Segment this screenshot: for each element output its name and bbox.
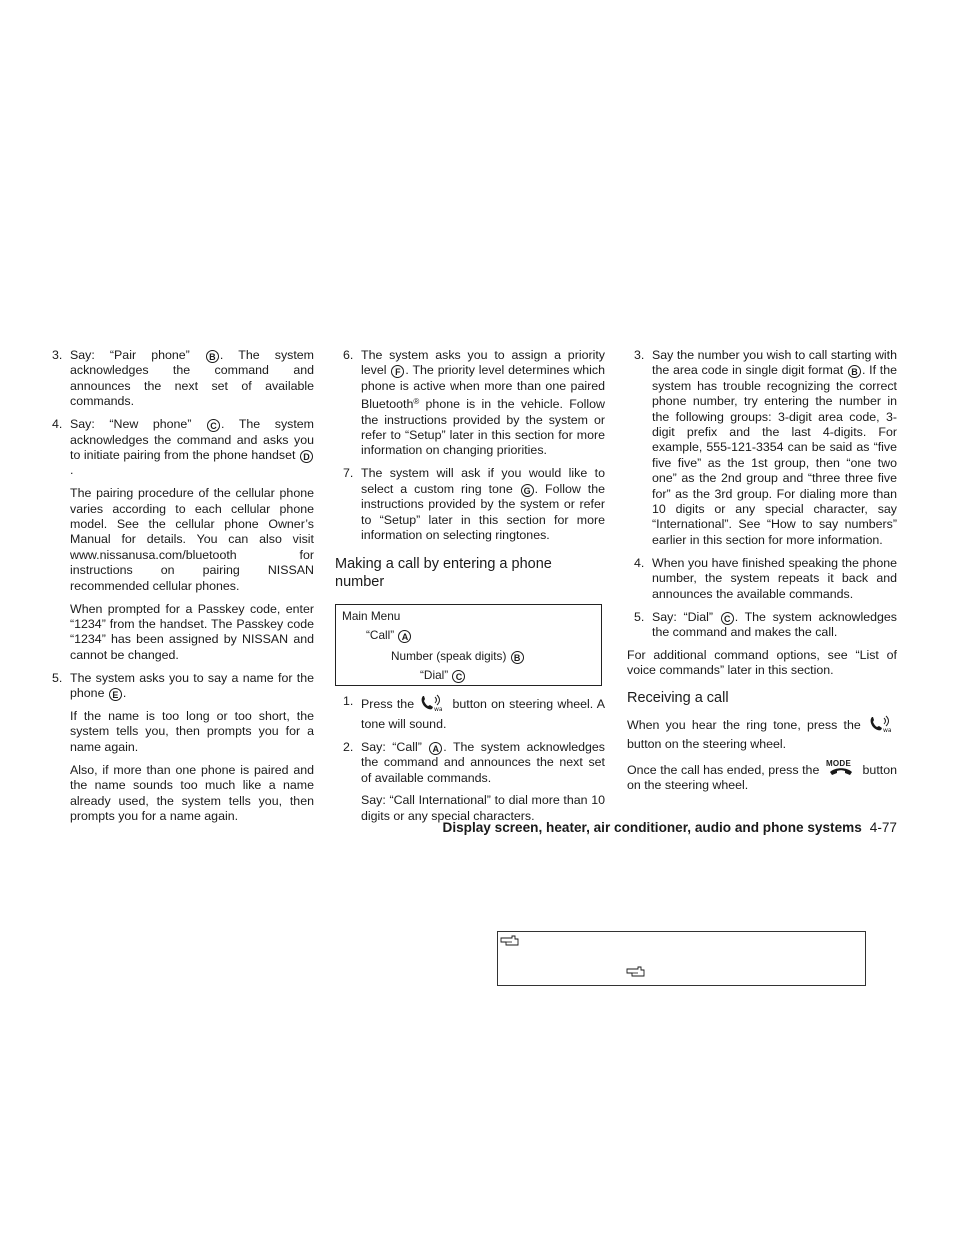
step-5: 5. Say: “Dial” C . The system acknowledges the command and makes the call. [634, 609, 897, 639]
list-item-7: 7. The system will ask if you would like to select a custom ring tone G . Follow the instructions provided by the system or refer to “Setup” later in this section for more information on selecting ringtones. [343, 466, 605, 542]
svg-text:wa: wa [434, 706, 443, 713]
callout-letter-f: F [391, 365, 404, 378]
pointing-hand-icon [626, 965, 646, 984]
list-item-6: 6. The system asks you to assign a priority level F . The priority level determines which phone is active when more than one paired Bluetooth® phone is in the vehicle. Follow the instructions provided by the system or refer to “Setup” later in this section for more information on changing priorities. [343, 348, 605, 458]
call-ended-paragraph: Once the call has ended, press the MODE button on the steering wheel. [627, 760, 897, 794]
call-international-note: Say: “Call International” to dial more than 10 digits or any special characters. [361, 793, 605, 823]
callout-letter-c: C [207, 419, 220, 432]
item-number: 3. [634, 348, 645, 362]
page-footer [443, 820, 898, 835]
item-number: 7. [343, 466, 354, 481]
item-number: 5. [634, 609, 645, 624]
item-number: 4. [52, 417, 63, 432]
callout-letter-e: E [109, 688, 122, 701]
list-item-5: 5. The system asks you to say a name for the phone E . [52, 670, 314, 701]
additional-commands-paragraph: For additional command options, see “List of voice commands” later in this section. [627, 647, 897, 678]
item-number: 4. [634, 555, 645, 570]
phone-hangup-mode-icon [825, 760, 857, 778]
section-heading-making-call: Making a call by entering a phone number [335, 556, 552, 591]
callout-letter-c: C [721, 612, 734, 625]
item-number: 6. [343, 348, 354, 362]
callout-letter-a: A [398, 630, 411, 643]
callout-letter-b: B [848, 365, 861, 378]
svg-text:wa: wa [882, 726, 892, 733]
ring-tone-paragraph: When you hear the ring tone, press the wa button on the steering wheel. [627, 715, 897, 753]
item-number: 2. [343, 739, 354, 754]
pointing-hand-icon [500, 934, 520, 953]
menu-line-number: Number (speak digits) B [391, 649, 525, 664]
voice-menu-diagram [335, 604, 602, 686]
footer-section-title: Display screen, heater, air conditioner, audio and phone systems [442, 820, 862, 835]
menu-line-dial: “Dial” C [420, 668, 466, 683]
menu-line-call: “Call” A [366, 628, 412, 643]
column-middle [335, 348, 605, 832]
registered-mark: ® [413, 397, 420, 407]
list-item-4: 4. Say: “New phone” C . The system acknowledges the command and asks you to initiate pairing from the phone handset D. [52, 417, 314, 478]
callout-letter-g: G [521, 484, 534, 497]
step-2: 2. Say: “Call” A . The system acknowledges the command and announces the next set of available commands. [343, 739, 605, 785]
column-left [50, 348, 314, 832]
section-heading-receiving-call: Receiving a call [627, 689, 729, 706]
callout-letter-b: B [206, 350, 219, 363]
callout-letter-b: B [511, 651, 524, 664]
pairing-procedure-paragraph: The pairing procedure of the cellular phone varies according to each cellular phone model. See the cellular phone Owner’s Manual for details. You can also visit www.nissanusa.com/bluetooth for instructions on pairing NISSAN recommended cellular phones. [70, 486, 314, 593]
reference-box [497, 931, 866, 986]
item-number: 3. [52, 348, 63, 362]
item-number: 5. [52, 670, 63, 685]
page-number: 4-77 [869, 820, 897, 835]
menu-line-main: Main Menu [342, 609, 401, 624]
item-number: 1. [343, 694, 354, 709]
callout-letter-a: A [429, 742, 442, 755]
column-right [627, 348, 898, 801]
phone-talk-icon [420, 694, 446, 716]
step-1: 1. Press the wa button on steering wheel. A tone will sound. [343, 694, 605, 731]
list-item-3: 3. Say: “Pair phone” B . The system acknowledges the command and announces the next set of available commands. [52, 348, 314, 409]
callout-letter-c: C [452, 670, 465, 683]
step-3: 3. Say the number you wish to call starting with the area code in single digit format B . If the system has trouble recognizing the correct phone number, try entering the number in the following groups: 3-digit area code, 3-digit prefix and the last 4-digits. For example, 555-121-3354 can be said as “five five five” as the 1st group, then “one two one” as the 2nd group and “three three five for” as the 3rd group. For dialing more than 10 digits or any special character, say “International”. See “How to say numbers” earlier in this section for more information. [634, 348, 898, 547]
name-length-paragraph: If the name is too long or too short, the system tells you, then prompts you for a name again. [70, 709, 314, 754]
passkey-paragraph: When prompted for a Passkey code, enter “1234” from the handset. The Passkey code “1234” has been assigned by NISSAN and cannot be changed. [70, 601, 314, 662]
duplicate-name-paragraph: Also, if more than one phone is paired and the name sounds too much like a name already used, the system tells you, then prompts you for a name again. [70, 762, 314, 823]
mode-label: MODE [825, 758, 852, 768]
phone-talk-icon [869, 715, 895, 737]
callout-letter-d: D [300, 450, 313, 463]
step-4: 4. When you have finished speaking the phone number, the system repeats it back and announces the available commands. [634, 555, 897, 601]
